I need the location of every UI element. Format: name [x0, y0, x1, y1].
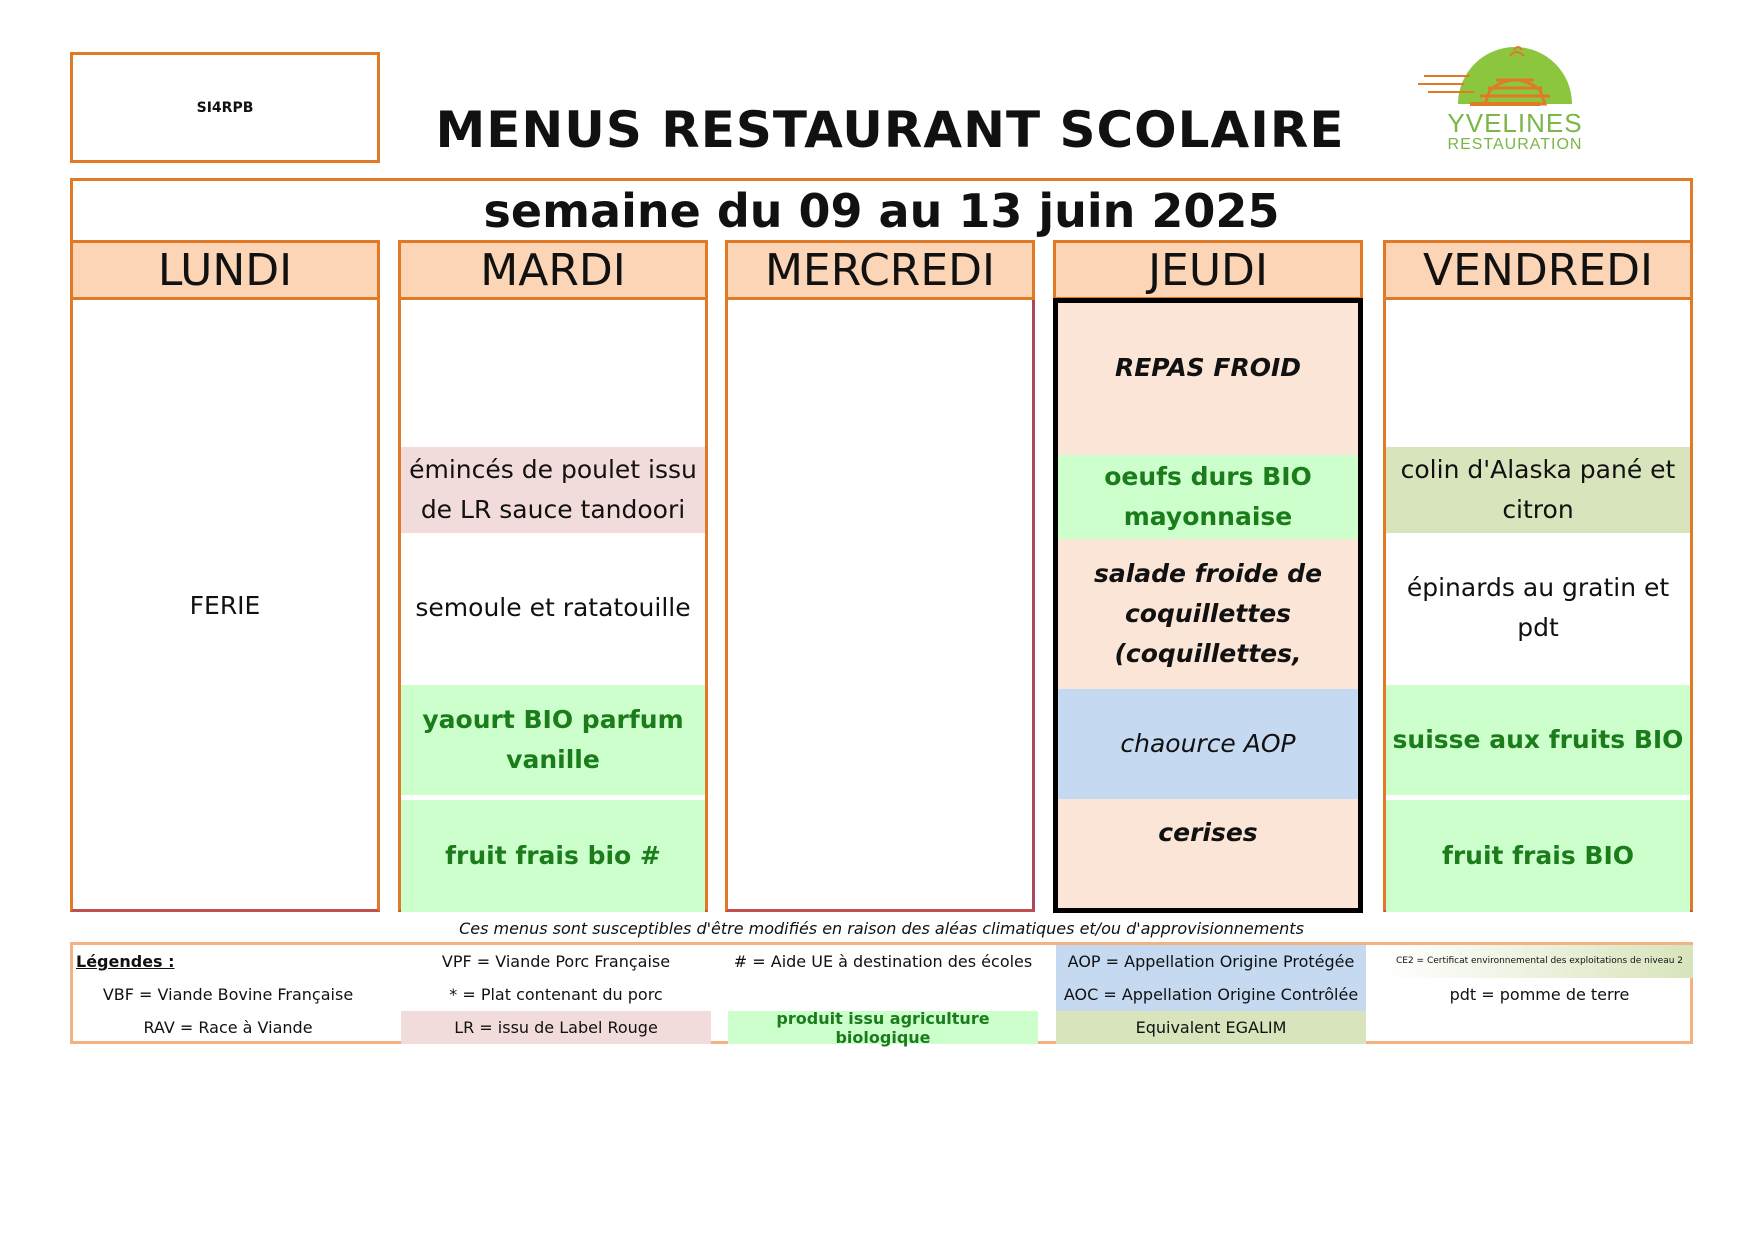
- jeudi-dessert: cerises: [1158, 818, 1258, 847]
- day-header-jeudi: JEUDI: [1053, 240, 1363, 300]
- legend-aide-ue: # = Aide UE à destination des écoles: [733, 952, 1033, 971]
- legend-ce2: CE2 = Certificat environnemental des exploitations de niveau 2: [1386, 945, 1693, 978]
- legend-aop: AOP = Appellation Origine Protégée: [1056, 945, 1366, 978]
- day-header-mercredi: MERCREDI: [725, 240, 1035, 300]
- week-title: semaine du 09 au 13 juin 2025: [70, 178, 1693, 240]
- column-vendredi: [1383, 300, 1693, 912]
- lundi-ferie: FERIE: [189, 591, 261, 620]
- column-mardi: [398, 300, 708, 912]
- legend-box: [70, 942, 1693, 1047]
- school-code: SI4RPB: [196, 99, 254, 116]
- legend-label-rouge: LR = issu de Label Rouge: [401, 1011, 711, 1044]
- legend-bio: produit issu agriculture biologique: [728, 1011, 1038, 1044]
- column-mercredi: [725, 300, 1035, 912]
- logo-text-yvelines: YVELINES: [1447, 108, 1583, 138]
- page-title: MENUS RESTAURANT SCOLAIRE: [435, 101, 1345, 159]
- vendredi-laitage: suisse aux fruits BIO: [1386, 685, 1690, 795]
- jeudi-laitage: chaource AOP: [1058, 689, 1358, 799]
- mardi-plat: émincés de poulet issu de LR sauce tandoori: [401, 447, 705, 533]
- jeudi-theme: REPAS FROID: [1114, 353, 1302, 382]
- legend-vpf: VPF = Viande Porc Française: [441, 952, 671, 971]
- day-header-lundi: LUNDI: [70, 240, 380, 300]
- yvelines-restauration-logo: [1410, 40, 1600, 160]
- mardi-accompagnement: semoule et ratatouille: [415, 593, 691, 622]
- jeudi-accompagnement: salade froide de coquillettes (coquillettes,: [1093, 559, 1323, 668]
- disclaimer-note: Ces menus sont susceptibles d'être modifiés en raison des aléas climatiques et/ou d'approvisionnements: [459, 918, 1304, 938]
- column-lundi: [70, 300, 380, 912]
- jeudi-plat: oeufs durs BIO mayonnaise: [1058, 455, 1358, 539]
- column-jeudi: [1053, 298, 1363, 913]
- legend-aoc: AOC = Appellation Origine Contrôlée: [1056, 978, 1366, 1011]
- legend-egalim: Equivalent EGALIM: [1056, 1011, 1366, 1044]
- vendredi-dessert: fruit frais BIO: [1386, 800, 1690, 912]
- legend-porc: * = Plat contenant du porc: [449, 985, 663, 1004]
- legend-vbf: VBF = Viande Bovine Française: [102, 985, 354, 1004]
- mardi-dessert: fruit frais bio #: [401, 800, 705, 912]
- day-header-mardi: MARDI: [398, 240, 708, 300]
- logo-text-restauration: RESTAURATION: [1447, 136, 1583, 153]
- day-header-vendredi: VENDREDI: [1383, 240, 1693, 300]
- vendredi-plat: colin d'Alaska pané et citron: [1386, 447, 1690, 533]
- vendredi-accompagnement: épinards au gratin et pdt: [1406, 573, 1670, 642]
- legend-rav: RAV = Race à Viande: [143, 1018, 313, 1037]
- legend-title: Légendes :: [76, 952, 175, 971]
- legend-pdt: pdt = pomme de terre: [1449, 985, 1630, 1004]
- mardi-laitage: yaourt BIO parfum vanille: [401, 685, 705, 795]
- school-code-box: [70, 52, 380, 163]
